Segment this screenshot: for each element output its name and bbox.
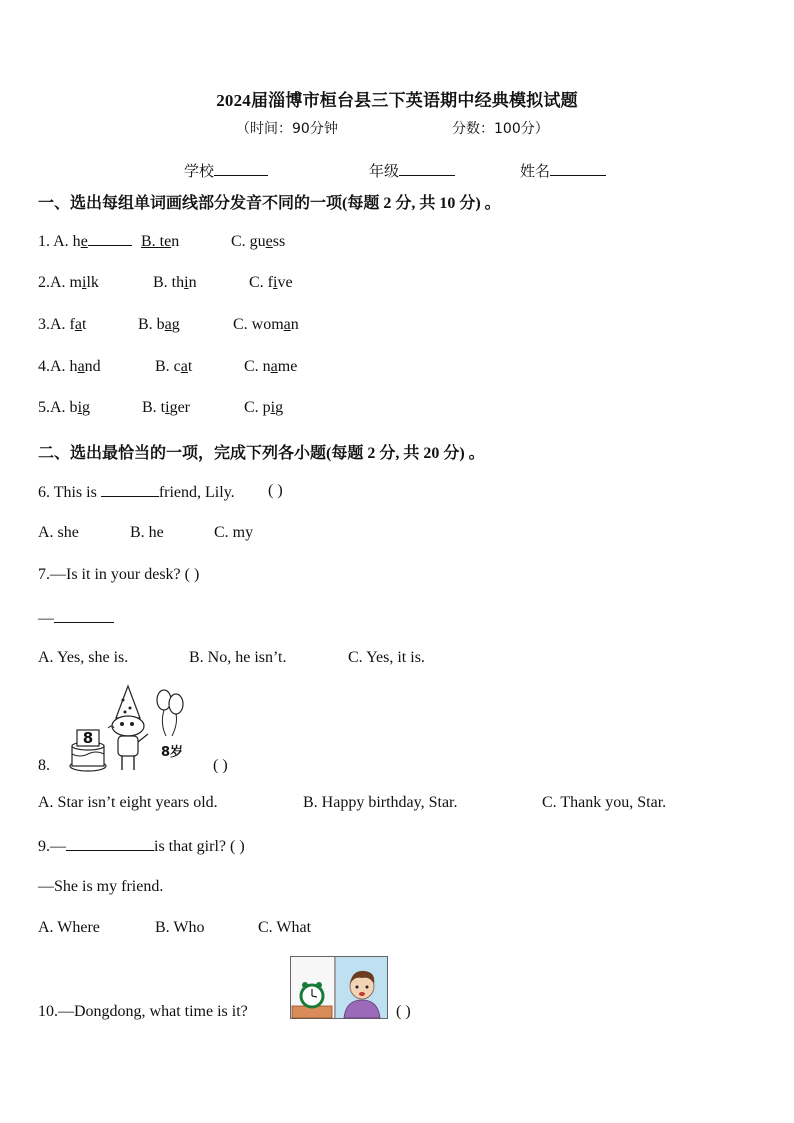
grade-field[interactable] xyxy=(369,160,455,181)
stem-text: friend, Lily. xyxy=(158,484,235,501)
option-a-rest: lk xyxy=(86,274,99,291)
option-b-text: B. c xyxy=(155,358,181,375)
option-a-text: A. h xyxy=(50,358,78,375)
question-5-option-c[interactable] xyxy=(244,399,283,417)
clock-icon xyxy=(301,982,323,1007)
underlined-letter: a xyxy=(180,358,188,375)
question-6-stem xyxy=(38,482,235,502)
name-field[interactable] xyxy=(520,160,606,181)
underlined-letter: i xyxy=(77,399,83,416)
option-a-rest: nd xyxy=(84,358,101,375)
question-6-option-b[interactable]: B. he xyxy=(130,524,164,541)
underline-blank xyxy=(88,233,132,246)
question-5[interactable] xyxy=(38,399,90,417)
question-10-stem: 10.—Dongdong, what time is it? xyxy=(38,1003,248,1020)
option-b-text: B. t xyxy=(141,233,165,250)
question-7-option-a[interactable]: A. Yes, she is. xyxy=(38,649,129,666)
option-c-text: C. p xyxy=(244,399,271,416)
question-8-option-a[interactable]: A. Star isn’t eight years old. xyxy=(38,794,218,811)
dash: — xyxy=(38,610,54,627)
option-b-rest: ger xyxy=(169,399,191,416)
question-7-stem: 7.—Is it in your desk? ( ) xyxy=(38,566,200,583)
grade-blank[interactable] xyxy=(399,161,455,176)
option-b-text: B. t xyxy=(142,399,166,416)
question-3-option-c[interactable] xyxy=(233,316,299,334)
question-1-option-b[interactable] xyxy=(141,233,179,251)
option-b-rest: n xyxy=(171,233,180,250)
underlined-letter: a xyxy=(77,358,85,375)
cake-icon xyxy=(70,729,106,771)
section-1-heading: 一、选出每组单词画线部分发音不同的一项(每题 2 分, 共 10 分) 。 xyxy=(38,195,501,212)
option-c-rest: ss xyxy=(272,233,286,250)
underlined-letter: i xyxy=(165,399,170,416)
question-number: 2. xyxy=(38,274,50,291)
option-c-text: C. wom xyxy=(233,316,284,333)
underlined-letter: a xyxy=(164,316,172,333)
option-c-text: C. n xyxy=(244,358,271,375)
option-b-rest: n xyxy=(188,274,197,291)
question-4-option-c[interactable] xyxy=(244,358,297,376)
underlined-letter: e xyxy=(265,233,273,250)
stem-text: 6. This is xyxy=(38,484,101,501)
question-number: 3. xyxy=(38,316,50,333)
school-field[interactable] xyxy=(184,160,268,181)
question-7-option-c[interactable]: C. Yes, it is. xyxy=(348,649,425,666)
question-8-number: 8. xyxy=(38,757,50,774)
answer-parentheses[interactable]: ( ) xyxy=(213,757,228,774)
question-1 xyxy=(38,233,132,251)
question-number: 4. xyxy=(38,358,50,375)
answer-blank[interactable] xyxy=(101,482,159,497)
question-9-option-c[interactable]: C. What xyxy=(258,919,312,936)
answer-parentheses[interactable]: ( ) xyxy=(268,482,283,499)
answer-blank[interactable] xyxy=(66,836,154,851)
birthday-picture xyxy=(68,684,196,776)
balloons-icon xyxy=(157,690,183,760)
option-a-text: A. m xyxy=(50,274,82,291)
option-c-rest: ve xyxy=(277,274,293,291)
option-a-rest: t xyxy=(82,316,87,333)
time-label: （时间：90分钟 xyxy=(236,121,338,137)
character-icon xyxy=(108,686,148,770)
question-3[interactable] xyxy=(38,316,86,334)
underlined-letter: i xyxy=(273,274,278,291)
underlined-letter: i xyxy=(184,274,189,291)
page-title: 2024届淄博市桓台县三下英语期中经典模拟试题 xyxy=(216,91,578,110)
question-2-option-b[interactable] xyxy=(153,274,197,292)
question-4[interactable] xyxy=(38,358,101,376)
question-4-option-b[interactable] xyxy=(155,358,192,376)
option-a-text: A. b xyxy=(50,399,78,416)
grade-label: 年级 xyxy=(369,164,400,180)
answer-parentheses[interactable]: ( ) xyxy=(396,1003,411,1020)
school-blank[interactable] xyxy=(214,161,268,176)
question-1-option-c[interactable] xyxy=(231,233,285,251)
underlined-letter: e xyxy=(164,233,172,250)
option-a-text: A. f xyxy=(50,316,75,333)
question-9-option-a[interactable]: A. Where xyxy=(38,919,100,936)
underlined-letter: e xyxy=(80,233,88,250)
question-9-reply: —She is my friend. xyxy=(38,878,164,895)
option-b-text: B. b xyxy=(138,316,165,333)
underlined-letter: i xyxy=(270,399,276,416)
question-8-option-b[interactable]: B. Happy birthday, Star. xyxy=(303,794,458,811)
section-2-heading: 二、选出最恰当的一项，完成下列各小题(每题 2 分, 共 20 分) 。 xyxy=(38,445,485,462)
option-b-text: B. th xyxy=(153,274,185,291)
question-7-reply xyxy=(38,608,114,628)
option-c-text: C. gu xyxy=(231,233,266,250)
name-label: 姓名 xyxy=(520,164,551,180)
option-c-text: C. f xyxy=(249,274,273,291)
question-5-option-b[interactable] xyxy=(142,399,190,417)
underlined-letter: a xyxy=(270,358,278,375)
question-6-option-a[interactable]: A. she xyxy=(38,524,79,541)
question-number: 5. xyxy=(38,399,50,416)
option-c-rest: n xyxy=(290,316,299,333)
school-label: 学校 xyxy=(184,164,215,180)
question-2-option-c[interactable] xyxy=(249,274,293,292)
answer-blank[interactable] xyxy=(54,608,114,623)
underlined-letter: a xyxy=(74,316,82,333)
question-2[interactable] xyxy=(38,274,99,292)
cake-number: 8 xyxy=(82,729,94,747)
option-a-rest: g xyxy=(82,399,91,416)
underlined-letter: i xyxy=(82,274,87,291)
clock-boy-picture xyxy=(290,956,388,1019)
stem-text: is that girl? ( ) xyxy=(154,838,245,855)
name-blank[interactable] xyxy=(550,161,606,176)
question-9-option-b[interactable]: B. Who xyxy=(155,919,205,936)
question-9-stem xyxy=(38,836,245,856)
question-6-option-c[interactable]: C. my xyxy=(214,524,254,541)
option-c-rest: g xyxy=(275,399,284,416)
option-a-text: A. h xyxy=(53,233,81,250)
question-8-option-c[interactable]: C. Thank you, Star. xyxy=(542,794,667,811)
score-label: 分数：100分） xyxy=(452,121,549,137)
question-3-option-b[interactable] xyxy=(138,316,180,334)
option-b-rest: t xyxy=(187,358,193,375)
option-c-rest: me xyxy=(277,358,298,375)
stem-text: 9.— xyxy=(38,838,66,855)
age-label: 8岁 xyxy=(160,745,184,760)
question-7-option-b[interactable]: B. No, he isn’t. xyxy=(189,649,287,666)
question-number: 1. xyxy=(38,233,54,250)
underlined-letter: a xyxy=(283,316,291,333)
option-b-rest: g xyxy=(171,316,180,333)
